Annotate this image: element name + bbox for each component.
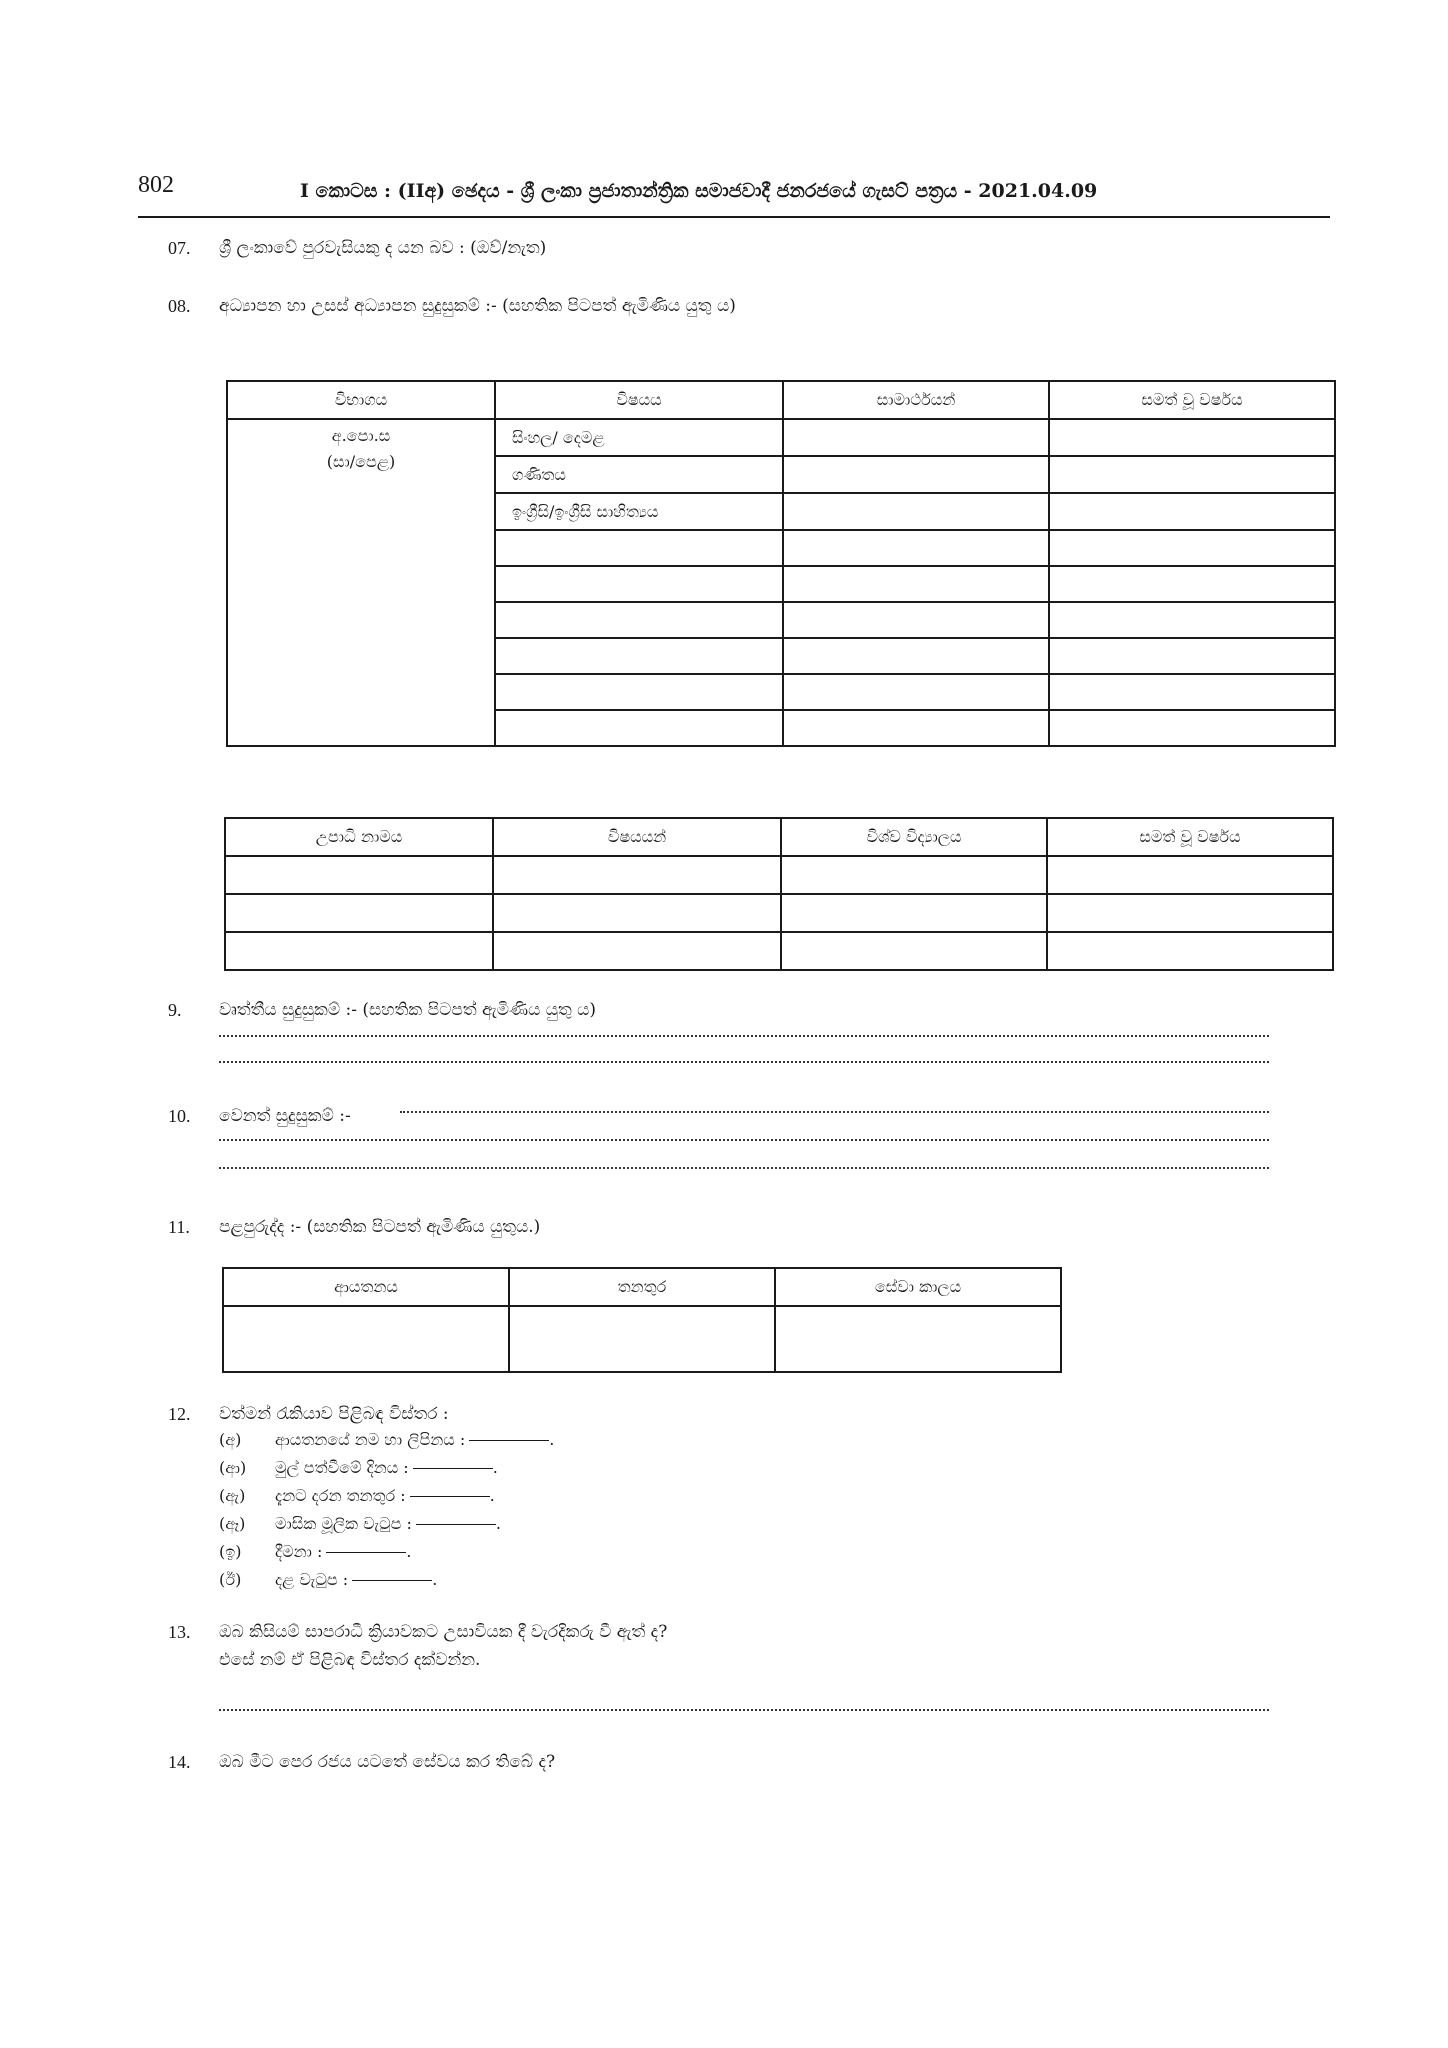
answer-blank[interactable] [352,1580,432,1581]
column-header: තනතුර [509,1268,775,1306]
grade-cell[interactable] [783,530,1049,566]
question-13-number: 13. [168,1622,191,1642]
subject-cell[interactable] [495,674,783,710]
university-cell[interactable] [781,894,1047,932]
question-11-text: පළපුරුද්ද :- (සහතික පිටපත් ඇමිණිය යුතුය.) [219,1217,541,1237]
question-12-number: 12. [168,1404,191,1424]
subject-cell[interactable]: ඉංග්‍රීසි/ඉංග්‍රීසි සාහිත්‍යය [495,493,783,530]
table-header-row [225,818,1333,856]
subject-cell[interactable]: සිංහල/ දෙමළ [495,419,783,456]
question-13-text: ඔබ කිසියම් සාපරාධී ක්‍රියාවකට උසාවියක දී වැරදිකරු වී ඇත් ද? [219,1622,668,1642]
sub-item-text: දැනට දරන තනතුර : [275,1486,406,1505]
answer-line[interactable] [219,1166,1269,1169]
year-cell[interactable] [1049,530,1335,566]
sub-item-text: මුල් පත්වීමේ දිනය : [275,1458,409,1477]
question-08-text: අධ්‍යාපන හා උසස් අධ්‍යාපන සුදුසුකම් :- (සහතික පිටපත් ඇමිණිය යුතු ය) [219,296,736,316]
university-cell[interactable] [781,856,1047,894]
question-09-text: වෘත්තීය සුදුසුකම් :- (සහතික පිටපත් ඇමිණිය යුතු ය) [219,1000,597,1020]
column-header: ආයතනය [223,1268,509,1306]
grade-cell[interactable] [783,674,1049,710]
service-period-cell[interactable] [775,1306,1061,1372]
year-cell[interactable] [1047,894,1333,932]
question-10-text: වෙනත් සුදුසුකම් :- [219,1106,351,1126]
experience-table [222,1267,1062,1373]
answer-blank[interactable] [326,1552,406,1553]
answer-line[interactable] [219,1708,1269,1711]
sub-item-i: (ඉ) දීමනා : . [219,1542,412,1561]
degree-table [224,817,1334,971]
answer-blank[interactable] [410,1496,490,1497]
grade-cell[interactable] [783,419,1049,456]
table-header-row [223,1268,1061,1306]
question-08-number: 08. [168,296,191,316]
column-header: විෂයයන් [493,818,781,856]
year-cell[interactable] [1049,710,1335,746]
table-header-row [227,381,1335,419]
header-divider [138,216,1330,218]
year-cell[interactable] [1049,419,1335,456]
sub-item-text: දීමනා : [275,1542,323,1561]
question-13-subtext: එසේ නම් ඒ පිළිබඳ විස්තර දක්වන්න. [219,1650,481,1670]
question-14-text: ඔබ මීට පෙර රජය යටතේ සේවය කර තිබේ ද? [219,1752,556,1772]
grade-cell[interactable] [783,602,1049,638]
column-header: විභාගය [227,381,495,419]
exam-cell [227,419,495,746]
sub-item-label: (අ) [219,1430,242,1449]
institution-cell[interactable] [223,1306,509,1372]
year-cell[interactable] [1047,932,1333,970]
year-cell[interactable] [1049,674,1335,710]
sub-item-label: (ඈ) [219,1514,246,1533]
sub-item-label: (ඇ) [219,1486,246,1505]
year-cell[interactable] [1049,566,1335,602]
table-row [225,932,1333,970]
sub-item-label: (ඉ) [219,1542,242,1561]
table-row [225,856,1333,894]
subjects-cell[interactable] [493,932,781,970]
answer-blank[interactable] [469,1440,549,1441]
post-cell[interactable] [509,1306,775,1372]
question-14-number: 14. [168,1752,191,1772]
university-cell[interactable] [781,932,1047,970]
sub-item-a: (අ) ආයතනයේ නම හා ලිපිනය : . [219,1430,555,1449]
column-header: සමත් වූ වර්ෂය [1047,818,1333,856]
answer-blank[interactable] [416,1524,496,1525]
degree-cell[interactable] [225,932,493,970]
sub-item-label: (ඊ) [219,1570,242,1589]
question-07-text: ශ්‍රී ලංකාවේ පුරවැසියකු ද යන බව : (ඔව්/නැත) [219,238,547,258]
exam-level: (සා/පෙළ) [326,452,396,471]
degree-cell[interactable] [225,856,493,894]
question-07-number: 07. [168,238,191,258]
answer-line[interactable] [219,1060,1269,1063]
grade-cell[interactable] [783,566,1049,602]
table-row [227,419,1335,456]
sub-item-aee: (ඈ) මාසික මූලික වැටුප : . [219,1514,502,1533]
column-header: සේවා කාලය [775,1268,1061,1306]
grade-cell[interactable] [783,493,1049,530]
column-header: උපාධි නාමය [225,818,493,856]
sub-item-aa: (ආ) මුල් පත්වීමේ දිනය : . [219,1458,498,1477]
answer-line[interactable] [219,1034,1269,1037]
page-number: 802 [138,172,174,198]
sub-item-ae: (ඇ) දැනට දරන තනතුර : . [219,1486,495,1505]
degree-cell[interactable] [225,894,493,932]
column-header: විෂයය [495,381,783,419]
subject-cell[interactable]: ගණිතය [495,456,783,493]
table-row [225,894,1333,932]
subjects-cell[interactable] [493,856,781,894]
grade-cell[interactable] [783,710,1049,746]
year-cell[interactable] [1047,856,1333,894]
question-11-number: 11. [168,1217,190,1237]
gazette-header-title: I කොටස : (IIඅ) ඡෙදය - ශ්‍රී ලංකා ප්‍රජාතාන්ත්‍රික සමාජවාදී ජනරජයේ ගැසට් පත්‍රය - 2021.04.09 [300,180,1098,202]
question-10-number: 10. [168,1106,191,1126]
year-cell[interactable] [1049,638,1335,674]
grade-cell[interactable] [783,456,1049,493]
answer-line[interactable] [400,1110,1269,1113]
sub-item-ii: (ඊ) දළ වැටුප : . [219,1570,438,1589]
sub-item-text: ආයතනයේ නම හා ලිපිනය : [275,1430,466,1449]
exam-name: අ.පො.ස [331,426,391,445]
answer-line[interactable] [219,1138,1269,1141]
subject-cell[interactable] [495,638,783,674]
subject-cell[interactable] [495,566,783,602]
table-row [223,1306,1061,1372]
column-header: විශ්ව විද්‍යාලය [781,818,1047,856]
grade-cell[interactable] [783,638,1049,674]
column-header: සාමාර්ථයන් [783,381,1049,419]
question-09-number: 9. [168,1000,182,1020]
subject-cell[interactable] [495,602,783,638]
year-cell[interactable] [1049,602,1335,638]
ol-results-table [226,380,1336,747]
column-header: සමත් වූ වර්ෂය [1049,381,1335,419]
sub-item-text: මාසික මූලික වැටුප : [275,1514,412,1533]
year-cell[interactable] [1049,456,1335,493]
answer-blank[interactable] [413,1468,493,1469]
question-12-text: වත්මන් රැකියාව පිළිබඳ විස්තර : [219,1404,449,1424]
subject-cell[interactable] [495,710,783,746]
year-cell[interactable] [1049,493,1335,530]
sub-item-label: (ආ) [219,1458,247,1477]
subject-cell[interactable] [495,530,783,566]
sub-item-text: දළ වැටුප : [275,1570,349,1589]
subjects-cell[interactable] [493,894,781,932]
